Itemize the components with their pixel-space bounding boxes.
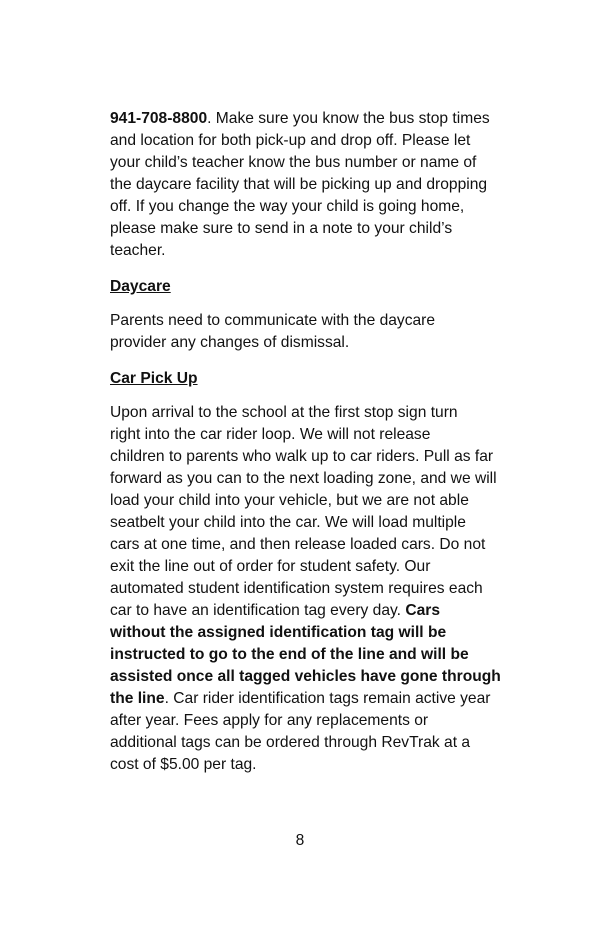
car-line-1: Upon arrival to the school at the first stop sign turn: [110, 404, 458, 421]
bus-paragraph: [110, 108, 498, 262]
daycare-line-2: provider any changes of dismissal.: [110, 334, 350, 351]
tag-warning-line-2: instructed to go to the end of the line and will be: [110, 646, 469, 663]
car-line-5: load your child into your vehicle, but we are not able: [110, 492, 469, 509]
car-line-15: after year. Fees apply for any replacements or: [110, 712, 429, 729]
car-line-3: children to parents who walk up to car riders. Pull as far: [110, 448, 494, 465]
bus-line-4: the daycare facility that will be picking up and dropping: [110, 176, 488, 193]
bus-line-7: teacher.: [110, 242, 166, 259]
bus-line-1: 941-708-8800. Make sure you know the bus stop times: [110, 110, 490, 127]
car-line-9: automated student identification system requires each: [110, 580, 483, 597]
car-line-2: right into the car rider loop. We will not release: [110, 426, 431, 443]
car-pick-up-heading: Car Pick Up: [110, 370, 198, 387]
daycare-paragraph: [110, 310, 498, 354]
car-line-14: the line. Car rider identification tags remain active year: [110, 690, 491, 707]
page-number: 8: [295, 832, 305, 849]
tag-warning-start: Cars: [405, 602, 440, 619]
bus-line-3: your child’s teacher know the bus number or name of: [110, 154, 477, 171]
tag-warning-line-3: assisted once all tagged vehicles have gone through: [110, 668, 501, 685]
tag-warning-end: the line: [110, 690, 165, 707]
bus-line-5: off. If you change the way your child is going home,: [110, 198, 465, 215]
car-pick-up-paragraph: [110, 402, 501, 776]
tag-warning-line-1: without the assigned identification tag will be: [110, 624, 447, 641]
car-line-7: cars at one time, and then release loaded cars. Do not: [110, 536, 486, 553]
daycare-line-1: Parents need to communicate with the daycare: [110, 312, 436, 329]
car-line-4: forward as you can to the next loading zone, and we will: [110, 470, 497, 487]
bus-line-6: please make sure to send in a note to your child’s: [110, 220, 453, 237]
car-line-8: exit the line out of order for student safety. Our: [110, 558, 431, 575]
bus-line-2: and location for both pick-up and drop off. Please let: [110, 132, 471, 149]
car-line-16: additional tags can be ordered through RevTrak at a: [110, 734, 471, 751]
phone-number: 941-708-8800: [110, 110, 208, 127]
car-line-6: seatbelt your child into the car. We will load multiple: [110, 514, 466, 531]
daycare-heading: Daycare: [110, 278, 171, 295]
car-line-17: cost of $5.00 per tag.: [110, 756, 257, 773]
document-body: [110, 108, 501, 776]
car-line-10: car to have an identification tag every day. Cars: [110, 602, 440, 619]
